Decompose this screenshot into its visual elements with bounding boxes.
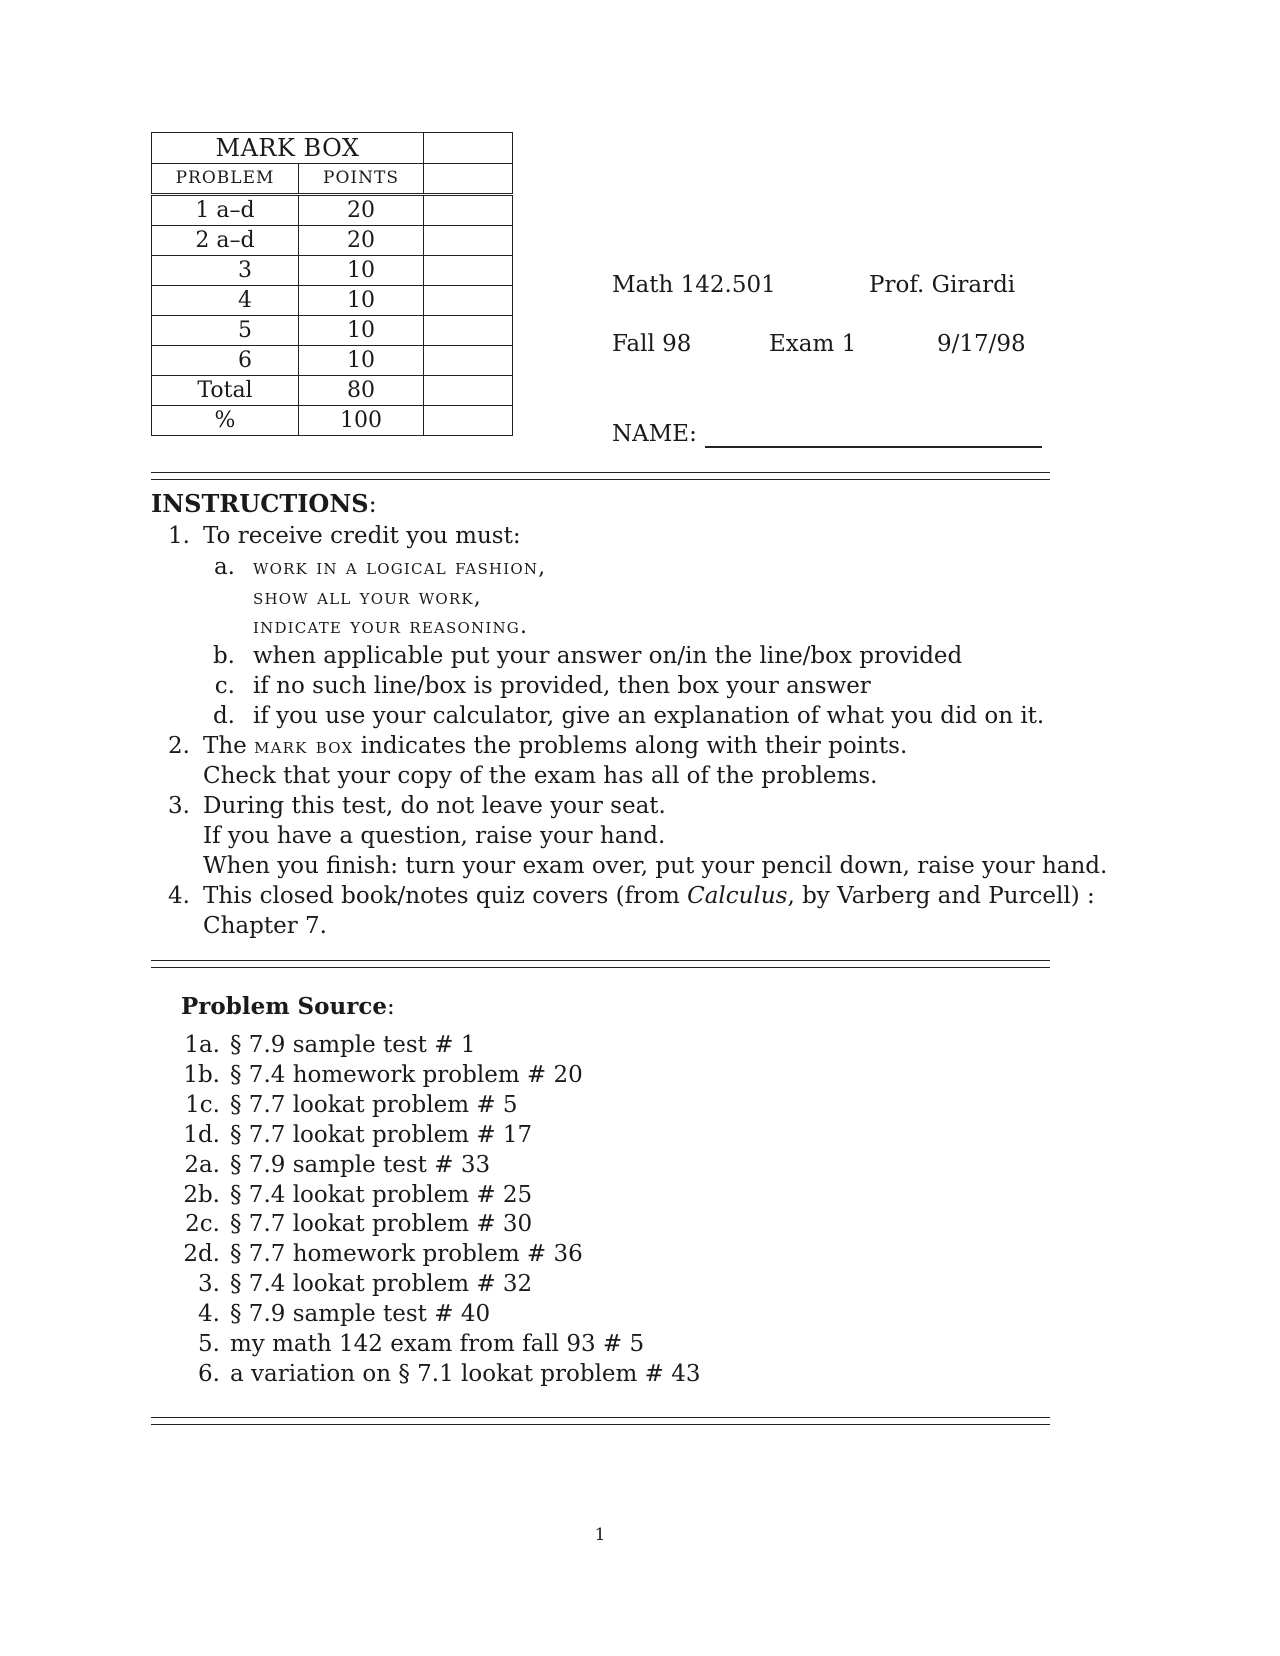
list-item-text: a variation on § 7.1 lookat problem # 43 [230,1360,701,1387]
item-number: 4. [168,883,190,909]
problem-cell: 6 [152,346,299,376]
score-cell[interactable] [424,256,513,286]
problem-source-title [181,993,395,1020]
double-rule [151,472,1050,480]
instruction-text: indicate your reasoning. [253,614,529,639]
exam-label: Exam 1 [769,331,857,357]
instruction-text: During this test, do not leave your seat. [203,793,666,819]
problem-cell: 1 a–d [152,195,299,226]
instruction-text [203,883,1095,909]
list-item-text: my math 142 exam from fall 93 # 5 [230,1331,645,1357]
table-row [152,316,513,346]
score-cell[interactable] [424,226,513,256]
instruction-text: show all your work, [253,585,482,610]
problem-cell: 4 [152,286,299,316]
table-row [152,286,513,316]
instruction-text: To receive credit you must: [203,523,521,549]
list-item-text: § 7.4 lookat problem # 25 [230,1181,533,1208]
points-cell: 10 [299,286,424,316]
mark-box-title-spacer [424,133,513,164]
col-score-header [424,164,513,195]
table-row [152,346,513,376]
list-item-number: 2c. [185,1211,220,1238]
list-item-text: § 7.7 lookat problem # 30 [230,1211,533,1238]
score-cell[interactable] [424,286,513,316]
instructions-title-colon: : [368,490,377,518]
points-cell: 20 [299,226,424,256]
double-rule [151,1417,1050,1425]
double-rule [151,960,1050,968]
list-item-text: § 7.7 homework problem # 36 [230,1241,583,1268]
score-cell[interactable] [424,346,513,376]
list-item-number: 5. [198,1331,220,1357]
points-cell: 10 [299,316,424,346]
text-span: indicates the problems along with their points. [353,733,908,759]
problem-cell: 5 [152,316,299,346]
points-cell: 80 [299,376,424,406]
instruction-text: work in a logical fashion, [253,555,547,580]
list-item-number: 1c. [185,1091,220,1118]
table-row [152,226,513,256]
course-label: Math 142.501 [612,272,776,298]
table-row [152,195,513,226]
term-label: Fall 98 [612,331,692,357]
professor-label: Prof. Girardi [869,272,1016,298]
mark-box-table [151,132,513,436]
points-cell: 100 [299,406,424,436]
list-item-number: 2a. [184,1151,220,1178]
col-problem-header: PROBLEM [152,164,299,195]
problem-cell: 3 [152,256,299,286]
list-item-text: § 7.7 lookat problem # 17 [230,1121,533,1148]
problem-source-title-text: Problem Source [181,993,387,1020]
item-number: 3. [168,793,190,819]
list-item-text: § 7.7 lookat problem # 5 [230,1091,518,1118]
table-row [152,256,513,286]
list-item-text: § 7.9 sample test # 33 [230,1151,491,1178]
problem-source-title-colon: : [386,994,395,1020]
text-span: The [203,733,255,759]
sub-item-label: d. [212,703,235,729]
instruction-text [203,733,907,759]
instruction-text: If you have a question, raise your hand. [203,823,666,849]
instruction-text: if no such line/box is provided, then box your answer [253,673,871,699]
instructions-title-text: INSTRUCTIONS [151,489,369,518]
table-row [152,406,513,436]
sub-item-label: b. [212,643,235,669]
text-span: This closed book/notes quiz covers (from [203,883,688,909]
problem-cell: 2 a–d [152,226,299,256]
list-item-number: 2d. [183,1241,220,1268]
book-title: Calculus [687,883,788,909]
list-item-number: 3. [198,1271,220,1298]
list-item-text: § 7.4 homework problem # 20 [230,1061,583,1088]
name-label: NAME: [612,421,697,447]
points-cell: 10 [299,346,424,376]
page-number: 1 [594,1525,606,1545]
problem-cell: Total [152,376,299,406]
table-row [152,376,513,406]
instruction-text: Chapter 7. [203,913,327,939]
list-item-text: § 7.4 lookat problem # 32 [230,1271,533,1298]
list-item-number: 6. [198,1360,220,1387]
instructions-title [151,489,377,518]
score-cell[interactable] [424,406,513,436]
mark-box-ref: mark box [254,734,354,759]
list-item-text: § 7.9 sample test # 1 [230,1032,476,1058]
item-number: 1. [168,523,190,549]
points-cell: 20 [299,195,424,226]
list-item-number: 4. [198,1301,220,1328]
sub-item-label: a. [213,554,235,580]
mark-box-title: MARK BOX [152,133,424,164]
problem-cell: % [152,406,299,436]
list-item-number: 1b. [183,1061,220,1088]
instruction-text: When you finish: turn your exam over, put your pencil down, raise your hand. [203,853,1108,879]
name-field[interactable] [705,446,1042,448]
instruction-text: if you use your calculator, give an explanation of what you did on it. [253,703,1045,729]
list-item-number: 1a. [184,1032,220,1058]
score-cell[interactable] [424,316,513,346]
points-cell: 10 [299,256,424,286]
sub-item-label: c. [214,673,235,699]
score-cell[interactable] [424,376,513,406]
instruction-text: when applicable put your answer on/in the line/box provided [253,643,963,669]
instruction-text: Check that your copy of the exam has all of the problems. [203,763,878,789]
text-span: , by Varberg and Purcell) : [787,883,1095,909]
date-label: 9/17/98 [937,331,1026,357]
list-item-text: § 7.9 sample test # 40 [230,1301,491,1328]
score-cell[interactable] [424,195,513,226]
item-number: 2. [168,733,190,759]
list-item-number: 1d. [183,1121,220,1148]
col-points-header: POINTS [299,164,424,195]
list-item-number: 2b. [183,1181,220,1208]
